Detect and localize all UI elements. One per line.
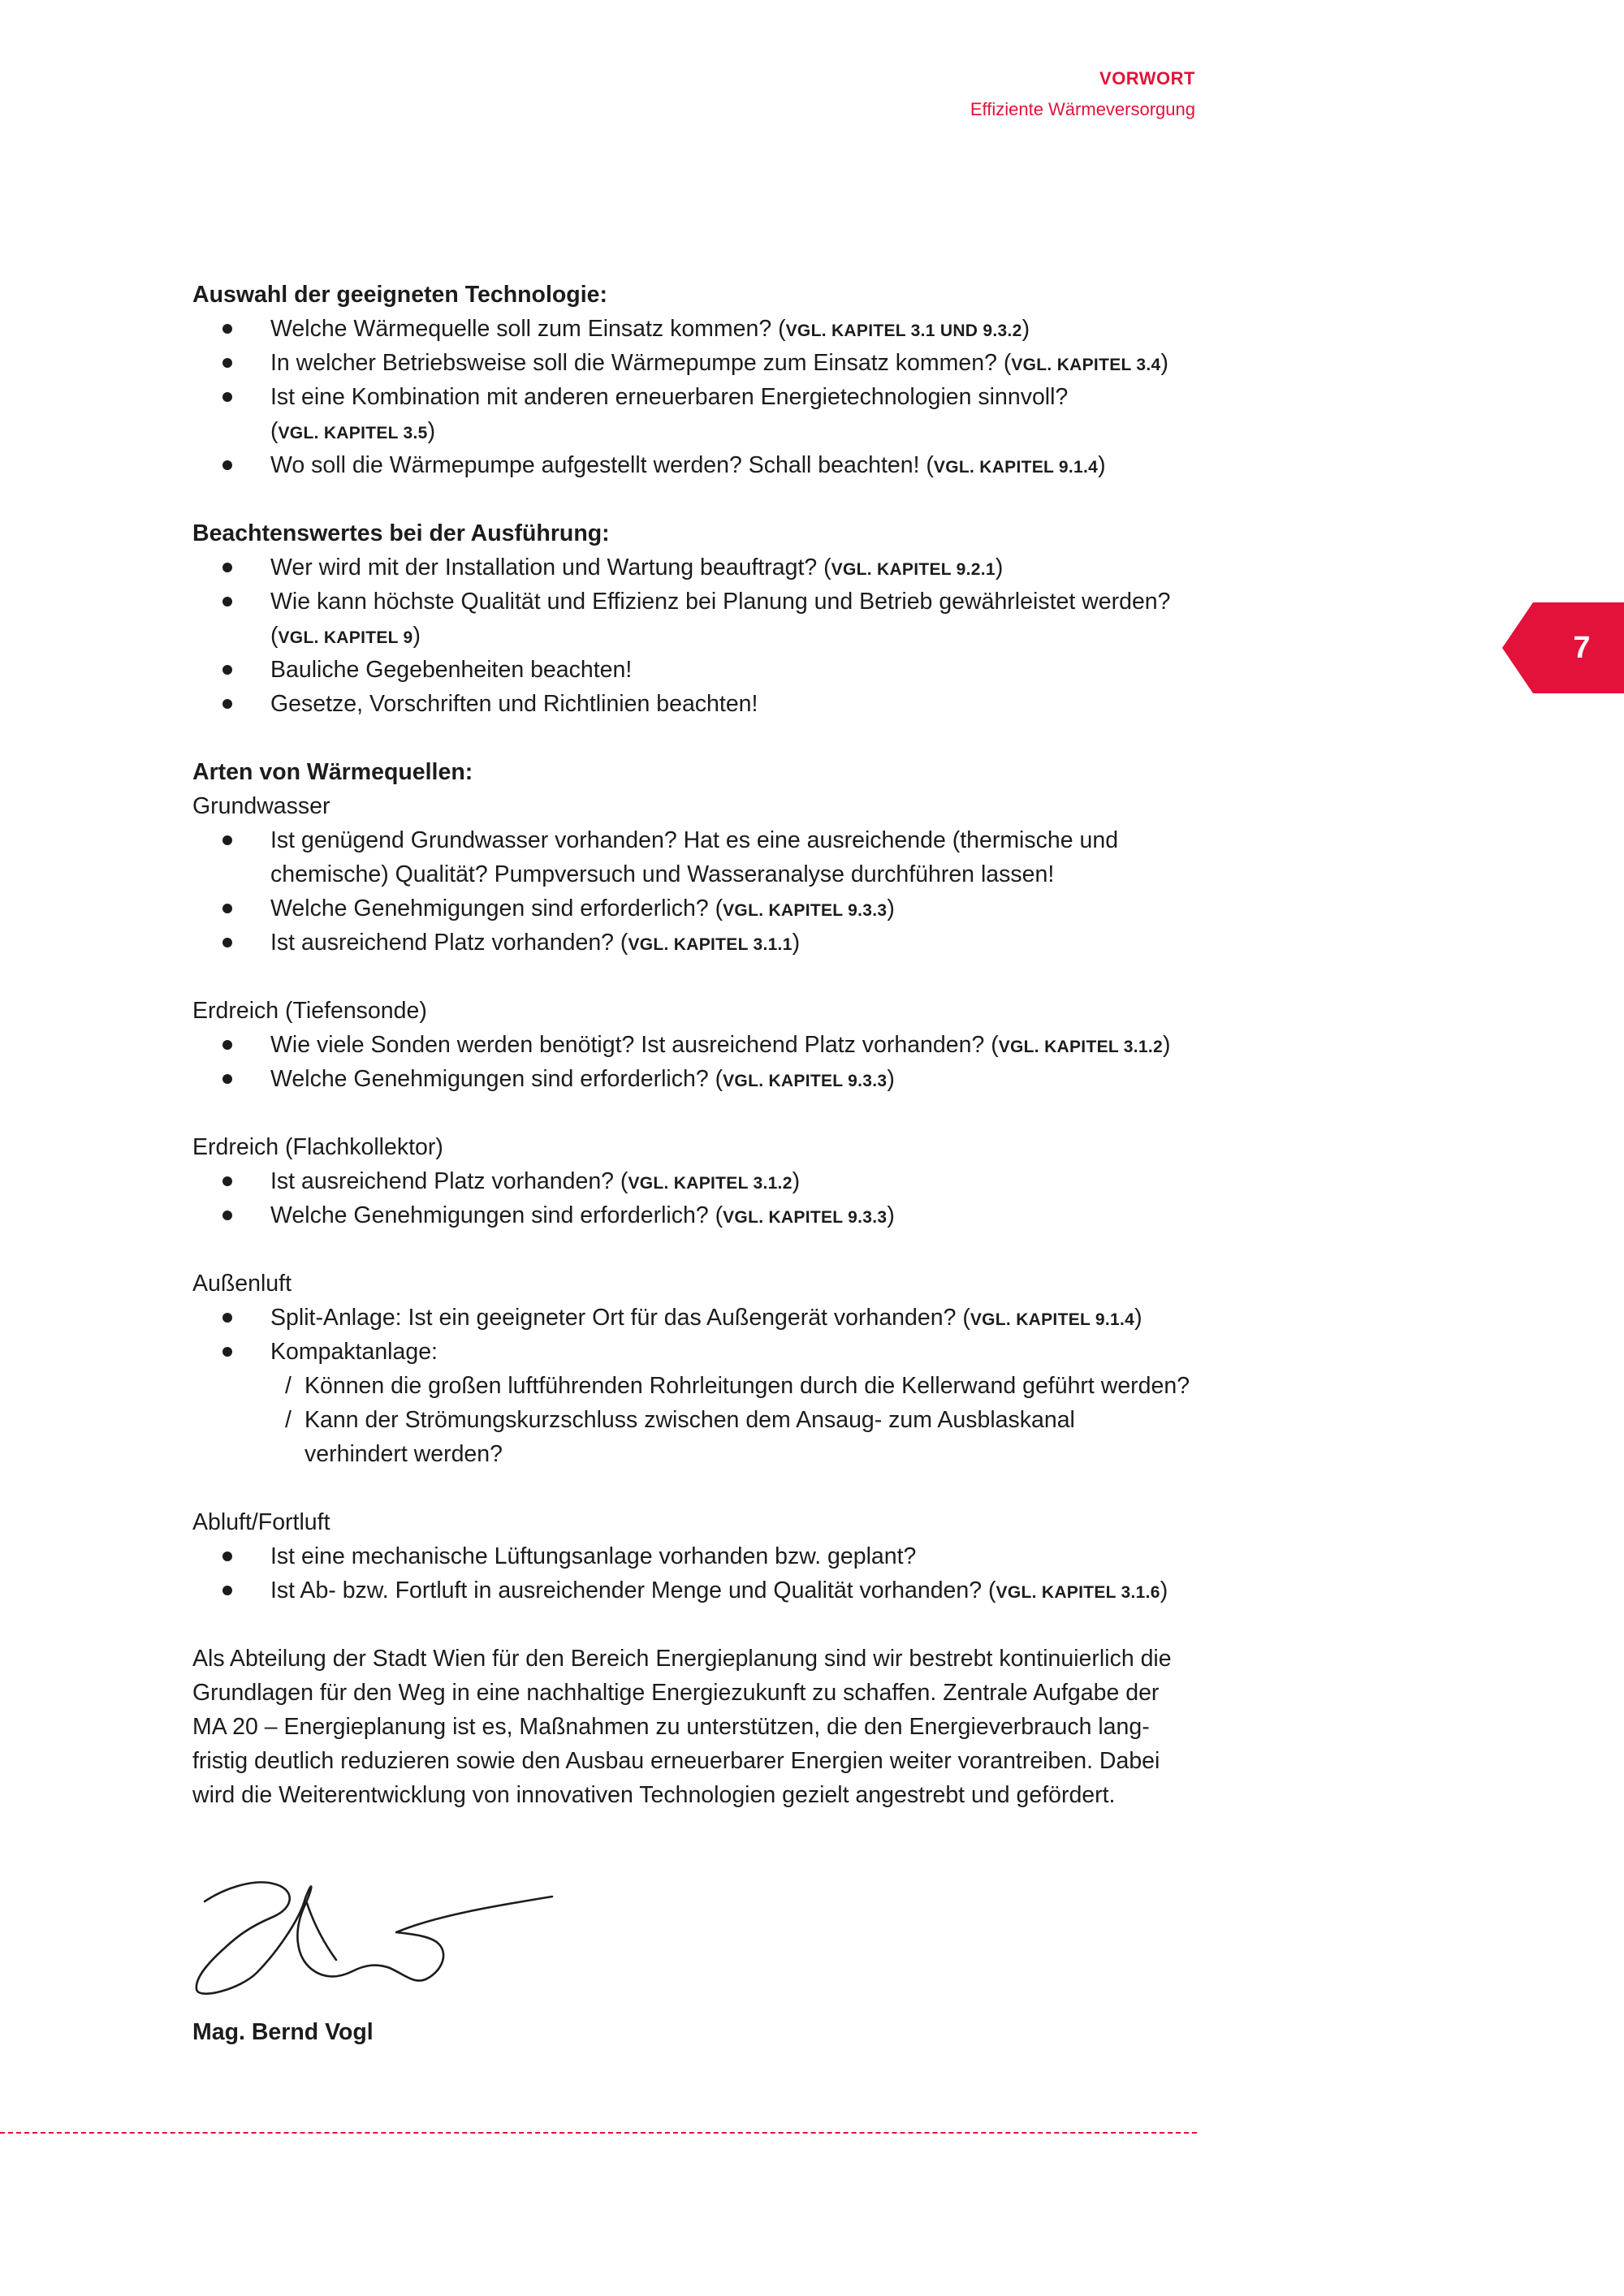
signer-name: Mag. Bernd Vogl	[192, 2019, 374, 2045]
list-item: Welche Genehmigungen sind erforderlich? (VGL. KAPITEL 9.3.3)	[192, 1062, 1196, 1096]
list-item: Welche Genehmigungen sind erforderlich? (VGL. KAPITEL 9.3.3)	[192, 891, 1196, 926]
chapter-reference: VGL. KAPITEL 9.3.3	[723, 1072, 888, 1090]
list-item-continuation: (VGL. KAPITEL 3.5)	[270, 418, 436, 444]
footer-divider	[0, 2132, 1197, 2134]
section-heading-quellen: Arten von Wärmequellen:	[192, 759, 473, 785]
subsection-label-grundwasser: Grundwasser	[192, 793, 330, 819]
chapter-reference: VGL. KAPITEL 3.1.2	[628, 1174, 793, 1193]
sub-list-item-continuation: verhindert werden?	[304, 1441, 503, 1467]
subsection-label-flachkollektor: Erdreich (Flachkollektor)	[192, 1134, 443, 1160]
sub-list-item: / Können die großen luftführenden Rohrleitungen durch die Kellerwand geführt werden?	[192, 1369, 1196, 1403]
section-heading-ausfuehrung: Beachtenswertes bei der Ausführung:	[192, 520, 610, 546]
list-item: Kompaktanlage:	[192, 1335, 1196, 1369]
list-item-continuation: (VGL. KAPITEL 9)	[270, 623, 421, 649]
chapter-reference: VGL. KAPITEL 3.1 UND 9.3.2	[785, 322, 1022, 340]
page-number: 7	[1573, 631, 1591, 665]
chapter-reference: VGL. KAPITEL 9.1.4	[970, 1310, 1135, 1329]
subsection-label-abluft: Abluft/Fortluft	[192, 1509, 330, 1535]
list-item: Ist Ab- bzw. Fortluft in ausreichender Menge und Qualität vorhanden? (VGL. KAPITEL 3.1.6)	[192, 1573, 1196, 1608]
page-header	[970, 63, 1195, 125]
page-number-tab	[1502, 602, 1624, 693]
list-item: Wie kann höchste Qualität und Effizienz bei Planung und Betrieb gewährleistet werden?	[192, 585, 1196, 619]
list-item: Bauliche Gegebenheiten beachten!	[192, 653, 1196, 687]
list-item: Split-Anlage: Ist ein geeigneter Ort für das Außengerät vorhanden? (VGL. KAPITEL 9.1.4)	[192, 1301, 1196, 1335]
list-item: In welcher Betriebsweise soll die Wärmepumpe zum Einsatz kommen? (VGL. KAPITEL 3.4)	[192, 346, 1196, 380]
list-item: Welche Wärmequelle soll zum Einsatz kommen? (VGL. KAPITEL 3.1 UND 9.3.2)	[192, 312, 1196, 346]
list-item: Ist ausreichend Platz vorhanden? (VGL. KAPITEL 3.1.2)	[192, 1164, 1196, 1198]
list-item: Ist eine Kombination mit anderen erneuerbaren Energietechnologien sinnvoll?	[192, 380, 1196, 414]
chapter-reference: VGL. KAPITEL 9.2.1	[831, 560, 996, 579]
chapter-reference: VGL. KAPITEL 3.5	[278, 424, 428, 442]
closing-paragraph: Als Abteilung der Stadt Wien für den Bereich Energieplanung sind wir bestrebt kontinuierlich die Grundlagen für den Weg in eine nachhaltige Energiezukunft zu schaffen. Zentrale Aufgabe der MA 20 – Energieplanung ist es, Maßnahmen zu unterstützen, die den Energieverbrauch lang- fristig deutlich reduzieren sowie den Ausbau erneuerbarer Energien weiter vorantreiben. Dabei wird die Weiterentwicklung von innovativen Technologien gezielt angestrebt und gefördert.	[192, 1646, 1172, 1808]
chapter-reference: VGL. KAPITEL 3.1.6	[996, 1583, 1160, 1602]
subsection-label-aussenluft: Außenluft	[192, 1271, 292, 1297]
section-heading-technologie: Auswahl der geeigneten Technologie:	[192, 282, 607, 308]
signature	[192, 1866, 598, 1996]
chapter-reference: VGL. KAPITEL 9.3.3	[723, 901, 888, 920]
subsection-label-tiefensonde: Erdreich (Tiefensonde)	[192, 998, 427, 1024]
header-subtitle: Effiziente Wärmeversorgung	[970, 99, 1195, 119]
slash-marker: /	[285, 1373, 292, 1399]
chapter-reference: VGL. KAPITEL 3.1.1	[628, 935, 793, 954]
list-item-continuation: chemische) Qualität? Pumpversuch und Wasseranalyse durchführen lassen!	[270, 861, 1055, 887]
list-item: Gesetze, Vorschriften und Richtlinien beachten!	[192, 687, 1196, 721]
list-item: Wie viele Sonden werden benötigt? Ist ausreichend Platz vorhanden? (VGL. KAPITEL 3.1.2)	[192, 1028, 1196, 1062]
list-item: Wo soll die Wärmepumpe aufgestellt werden? Schall beachten! (VGL. KAPITEL 9.1.4)	[192, 448, 1196, 482]
slash-marker: /	[285, 1407, 292, 1433]
header-title: VORWORT	[1099, 68, 1195, 88]
page-content	[192, 278, 1196, 1812]
list-item: Ist eine mechanische Lüftungsanlage vorhanden bzw. geplant?	[192, 1539, 1196, 1573]
list-item: Ist ausreichend Platz vorhanden? (VGL. KAPITEL 3.1.1)	[192, 926, 1196, 960]
chapter-reference: VGL. KAPITEL 9.1.4	[933, 458, 1099, 477]
chapter-reference: VGL. KAPITEL 3.4	[1011, 356, 1161, 374]
list-item: Wer wird mit der Installation und Wartung beauftragt? (VGL. KAPITEL 9.2.1)	[192, 550, 1196, 585]
list-item: Welche Genehmigungen sind erforderlich? (VGL. KAPITEL 9.3.3)	[192, 1198, 1196, 1232]
chapter-reference: VGL. KAPITEL 9	[278, 628, 413, 647]
list-item: Ist genügend Grundwasser vorhanden? Hat es eine ausreichende (thermische und	[192, 823, 1196, 857]
chapter-reference: VGL. KAPITEL 9.3.3	[723, 1208, 888, 1227]
sub-list-item: / Kann der Strömungskurzschluss zwischen dem Ansaug- zum Ausblaskanal	[192, 1403, 1196, 1437]
chapter-reference: VGL. KAPITEL 3.1.2	[998, 1038, 1163, 1056]
